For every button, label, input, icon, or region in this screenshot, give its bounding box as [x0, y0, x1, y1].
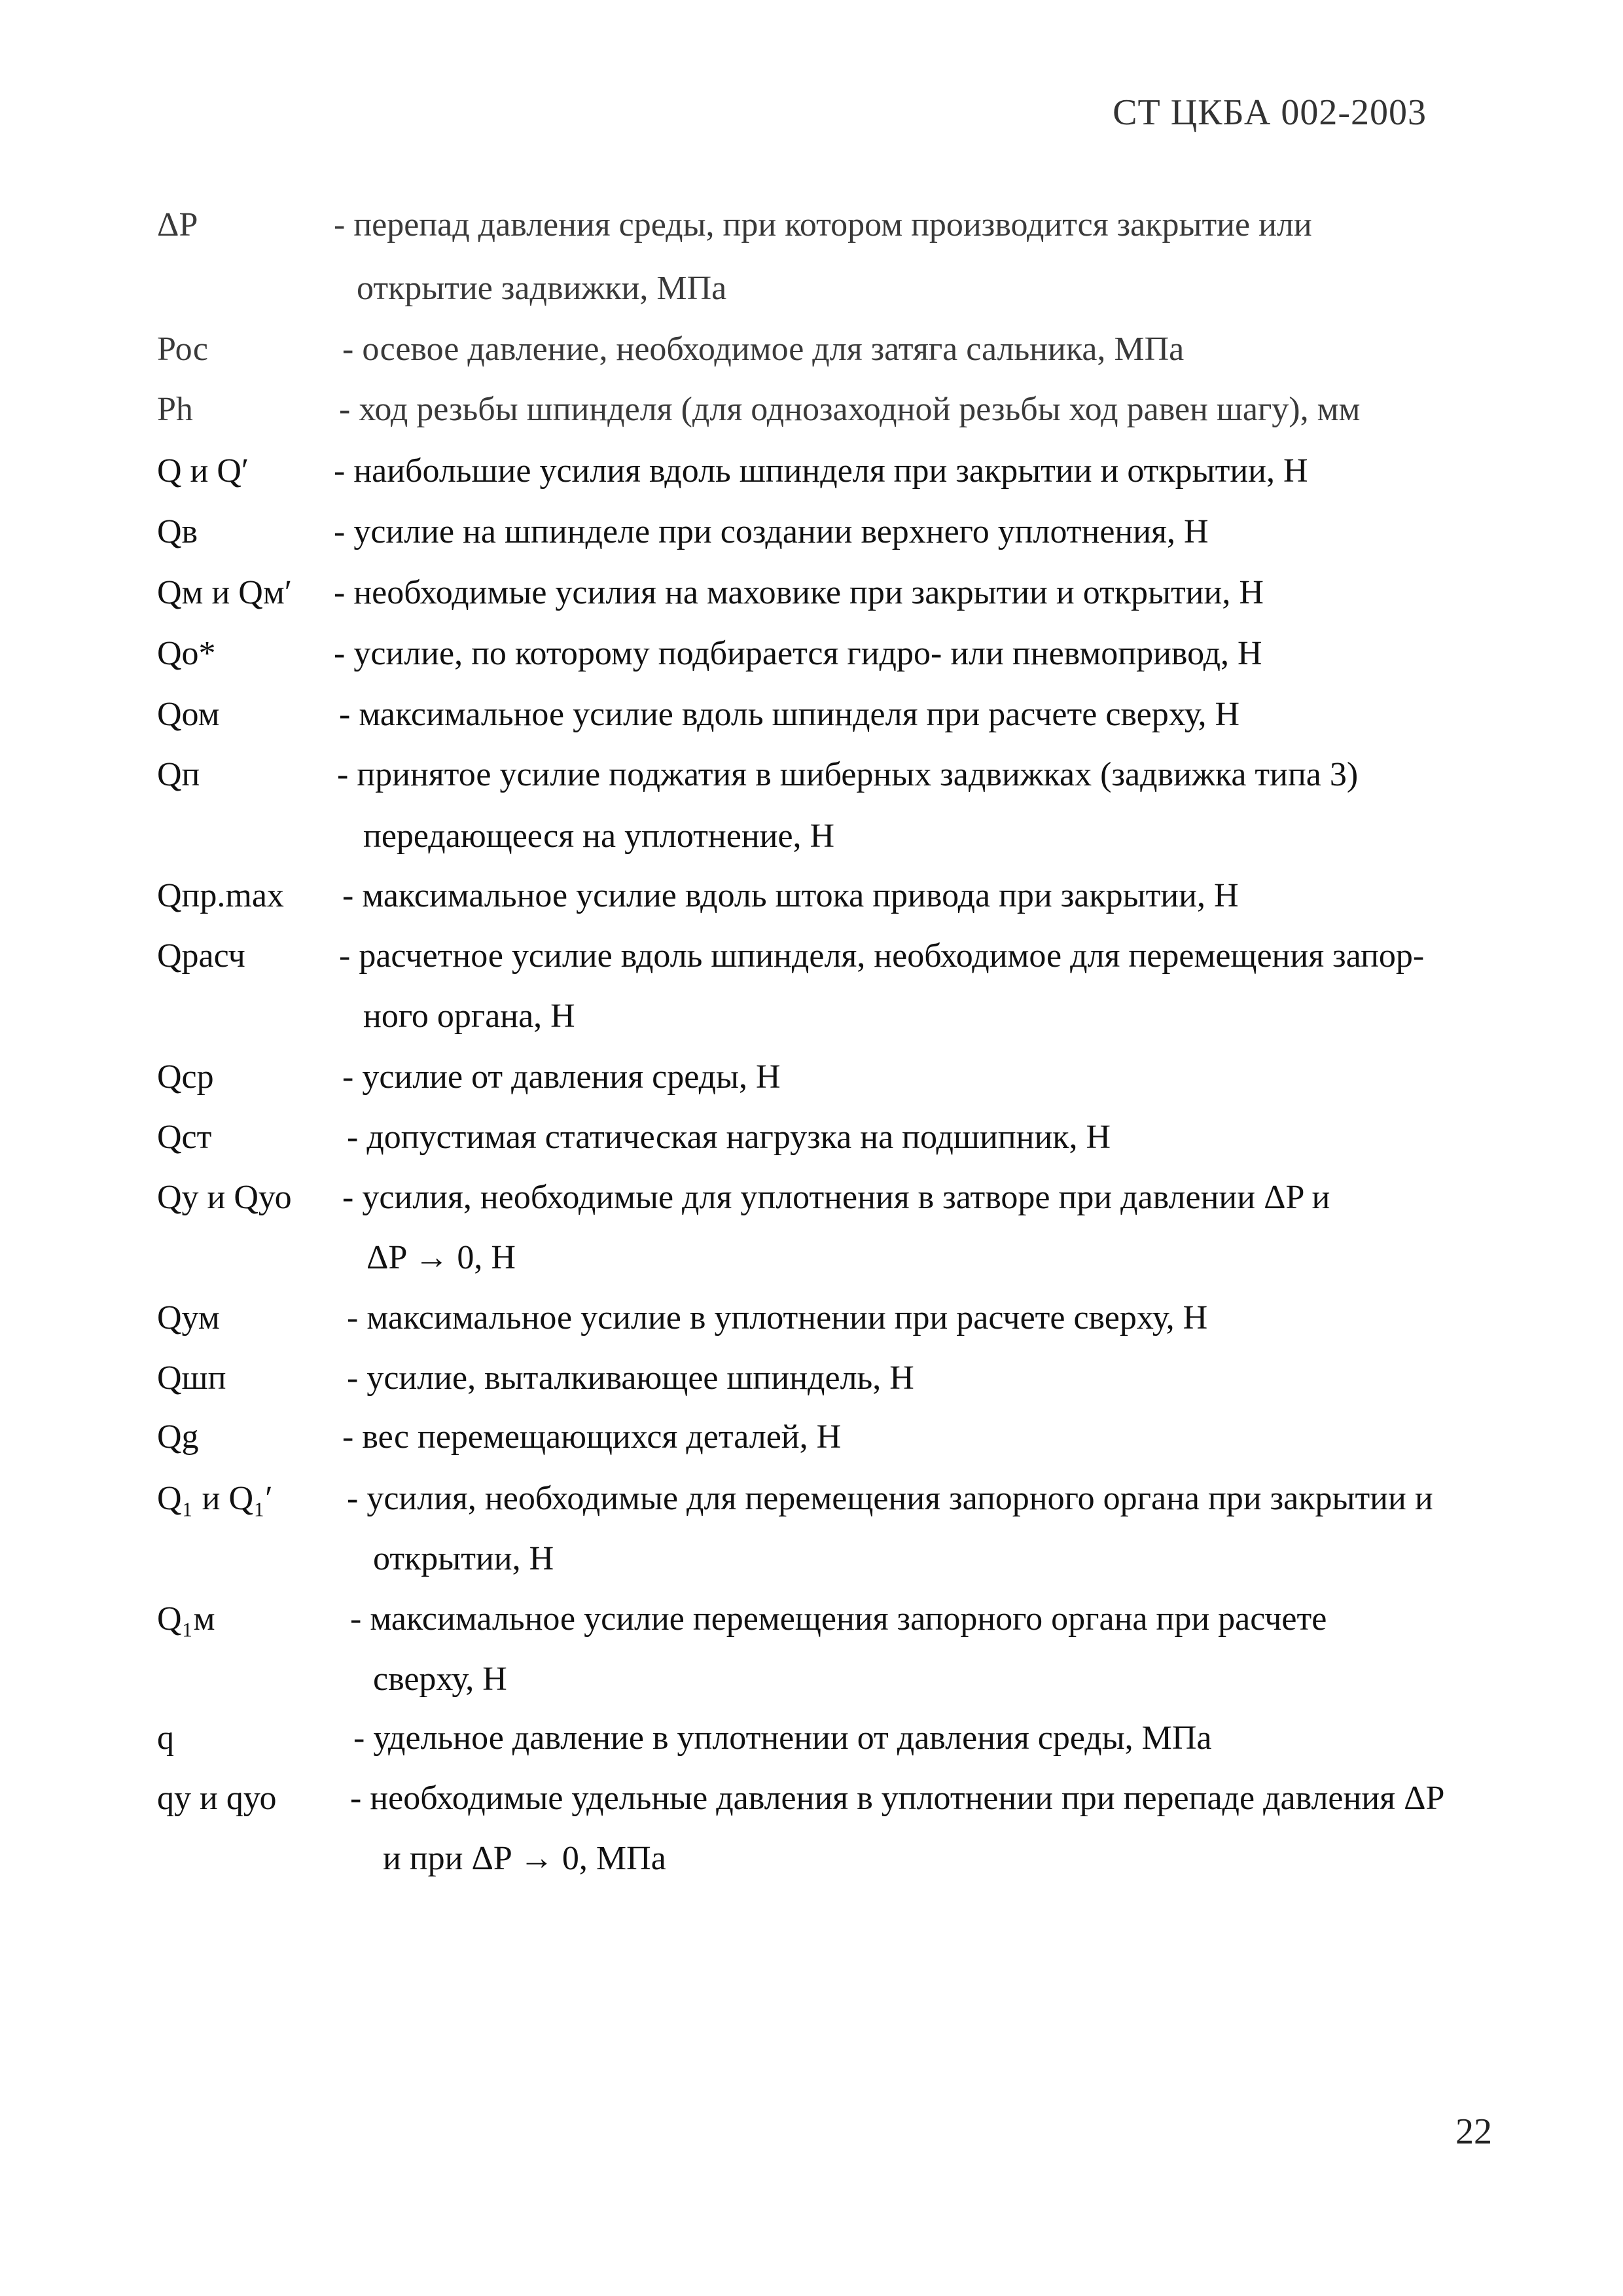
symbol-description: - ход резьбы шпинделя (для однозаходной резьбы ход равен шагу), мм — [339, 391, 1361, 428]
symbol-description: - максимальное усилие в уплотнении при расчете сверху, Н — [347, 1299, 1208, 1336]
symbol-label: Qум — [157, 1299, 220, 1336]
symbol-label: Qg — [157, 1418, 199, 1456]
symbol-description: - усилие на шпинделе при создании верхнего уплотнения, Н — [334, 513, 1209, 550]
symbol-description: - перепад давления среды, при котором производится закрытие или — [334, 206, 1312, 243]
symbol-description: - максимальное усилие перемещения запорного органа при расчете — [350, 1600, 1327, 1638]
symbol-label: Qв — [157, 513, 198, 550]
symbol-label: Qрасч — [157, 937, 245, 975]
symbol-label: Q₁м — [157, 1600, 215, 1638]
symbol-description: - удельное давление в уплотнении от давления среды, МПа — [353, 1719, 1212, 1757]
symbol-label: Qом — [157, 696, 220, 733]
symbol-label: Qср — [157, 1058, 214, 1096]
symbol-description: - максимальное усилие вдоль штока привода при закрытии, Н — [342, 877, 1239, 914]
symbol-description: - необходимые удельные давления в уплотнении при перепаде давления ΔP — [350, 1780, 1445, 1817]
symbol-description: - необходимые усилия на маховике при закрытии и открытии, Н — [334, 574, 1264, 611]
symbol-label: Рос — [157, 331, 208, 368]
symbol-description-continued: сверху, Н — [373, 1660, 507, 1698]
symbol-label: Qст — [157, 1119, 212, 1156]
symbol-description-continued: ного органа, Н — [363, 997, 575, 1035]
symbol-description: - принятое усилие поджатия в шиберных задвижках (задвижка типа 3) — [337, 756, 1359, 793]
symbol-label: Q и Q′ — [157, 452, 249, 490]
symbol-description: - расчетное усилие вдоль шпинделя, необходимое для перемещения запор- — [339, 937, 1425, 975]
symbol-label: Qм и Qм′ — [157, 574, 293, 611]
symbol-label: Q₁ и Q₁′ — [157, 1480, 273, 1517]
symbol-label: ΔP — [157, 206, 198, 243]
symbol-label: Qу и Qуо — [157, 1179, 292, 1216]
symbol-description-continued: и при ΔP → 0, МПа — [383, 1840, 666, 1877]
symbol-description: - усилия, необходимые для уплотнения в затворе при давлении ΔP и — [342, 1179, 1330, 1216]
symbol-description-continued: передающееся на уплотнение, Н — [363, 817, 835, 855]
symbol-label: q — [157, 1719, 174, 1757]
symbol-description: - усилия, необходимые для перемещения запорного органа при закрытии и — [347, 1480, 1433, 1517]
symbol-description-continued: ΔP → 0, Н — [366, 1239, 516, 1276]
symbol-description: - максимальное усилие вдоль шпинделя при расчете сверху, Н — [339, 696, 1240, 733]
symbol-label: Qo* — [157, 635, 216, 672]
symbol-label: qу и qуо — [157, 1780, 277, 1817]
symbol-description: - усилие, по которому подбирается гидро- или пневмопривод, Н — [334, 635, 1262, 672]
symbol-description-continued: открытии, Н — [373, 1540, 554, 1577]
symbol-description: - усилие, выталкивающее шпиндель, Н — [347, 1359, 914, 1397]
page-number: 22 — [1455, 2111, 1492, 2152]
symbol-description-continued: открытие задвижки, МПа — [357, 270, 727, 307]
symbol-label: Qп — [157, 756, 200, 793]
symbol-label: Qшп — [157, 1359, 226, 1397]
document-code: СТ ЦКБА 002-2003 — [1113, 92, 1427, 133]
symbol-label: Qпр.max — [157, 877, 284, 914]
symbol-label: Ph — [157, 391, 193, 428]
symbol-description: - осевое давление, необходимое для затяга сальника, МПа — [342, 331, 1185, 368]
symbol-description: - усилие от давления среды, Н — [342, 1058, 781, 1096]
symbol-description: - допустимая статическая нагрузка на подшипник, Н — [347, 1119, 1111, 1156]
symbol-description: - вес перемещающихся деталей, Н — [342, 1418, 842, 1456]
symbol-description: - наибольшие усилия вдоль шпинделя при закрытии и открытии, Н — [334, 452, 1308, 490]
